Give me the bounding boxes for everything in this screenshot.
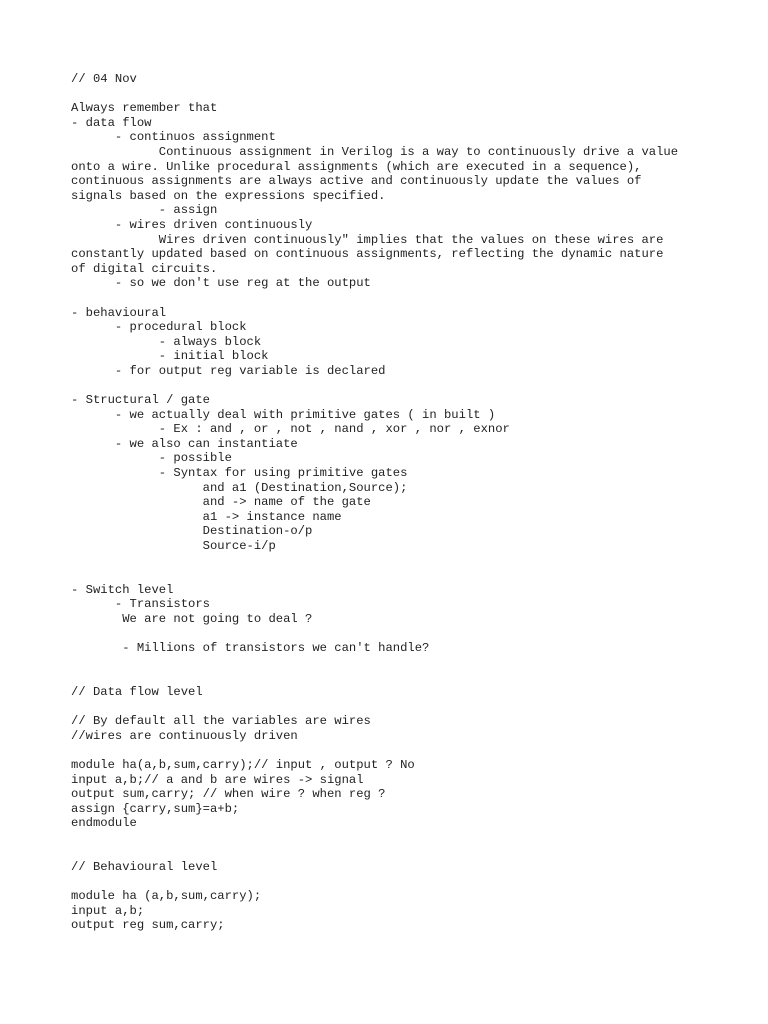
document-line (71, 291, 678, 306)
document-line: input a,b; (71, 903, 145, 918)
document-line: - Transistors (71, 597, 210, 612)
document-line: // Data flow level (71, 684, 203, 699)
document-line: continuous assignments are always active and continuously update the values of (71, 174, 642, 189)
document-line: - procedural block (71, 320, 247, 335)
document-line (71, 845, 678, 860)
document-line: // Behavioural level (71, 860, 218, 875)
document-line: Always remember that (71, 101, 218, 116)
document-line (71, 743, 678, 758)
document-line: - so we don't use reg at the output (71, 276, 371, 291)
document-line: and a1 (Destination,Source); (71, 480, 408, 495)
document-line: - Millions of transistors we can't handle? (71, 641, 430, 656)
document-line: - continuos assignment (71, 130, 276, 145)
document-line (71, 875, 678, 890)
document-line: We are not going to deal ? (71, 611, 313, 626)
document-line: Continuous assignment in Verilog is a way to continuously drive a value (71, 144, 679, 159)
document-line: // 04 Nov (71, 72, 137, 86)
document-line: of digital circuits. (71, 261, 218, 276)
document-line: - we also can instantiate (71, 436, 298, 451)
document-line: - always block (71, 334, 262, 349)
document-line: assign {carry,sum}=a+b; (71, 801, 240, 816)
document-line: - Syntax for using primitive gates (71, 466, 408, 481)
document-line (71, 378, 678, 393)
document-line: - assign (71, 203, 218, 218)
document-line: output sum,carry; // when wire ? when reg ? (71, 787, 386, 802)
document-line: onto a wire. Unlike procedural assignments (which are executed in a sequence), (71, 159, 642, 174)
document-line (71, 656, 678, 671)
document-line: - Switch level (71, 582, 174, 597)
document-line: // By default all the variables are wires (71, 714, 371, 729)
document-line: Wires driven continuously" implies that the values on these wires are (71, 232, 664, 247)
document-line: - Structural / gate (71, 393, 210, 408)
document-line: - initial block (71, 349, 269, 364)
document-line: Destination-o/p (71, 524, 313, 539)
document-line: and -> name of the gate (71, 495, 371, 510)
document-line: - possible (71, 451, 232, 466)
document-line: - for output reg variable is declared (71, 363, 386, 378)
document-line: //wires are continuously driven (71, 728, 298, 743)
document-line: - we actually deal with primitive gates ( in built ) (71, 407, 496, 422)
document-line (71, 568, 678, 583)
document-line: output reg sum,carry; (71, 918, 225, 933)
document-line: - wires driven continuously (71, 217, 313, 232)
document-line: module ha(a,b,sum,carry);// input , output ? No (71, 757, 415, 772)
document-line (71, 700, 678, 715)
document-line: signals based on the expressions specified. (71, 188, 386, 203)
document-line: endmodule (71, 816, 137, 831)
document-body (71, 72, 678, 933)
document-line: - behavioural (71, 305, 167, 320)
document-line (71, 627, 678, 642)
document-line (71, 554, 678, 569)
document-line (71, 670, 678, 685)
document-line (71, 831, 678, 846)
document-line: - Ex : and , or , not , nand , xor , nor , exnor (71, 422, 510, 437)
document-line: module ha (a,b,sum,carry); (71, 889, 262, 904)
document-line: Source-i/p (71, 539, 276, 553)
document-line: a1 -> instance name (71, 509, 342, 524)
document-line: input a,b;// a and b are wires -> signal (71, 772, 364, 787)
document-line (71, 87, 678, 102)
document-line: constantly updated based on continuous assignments, reflecting the dynamic nature (71, 247, 664, 262)
document-line: - data flow (71, 115, 152, 130)
